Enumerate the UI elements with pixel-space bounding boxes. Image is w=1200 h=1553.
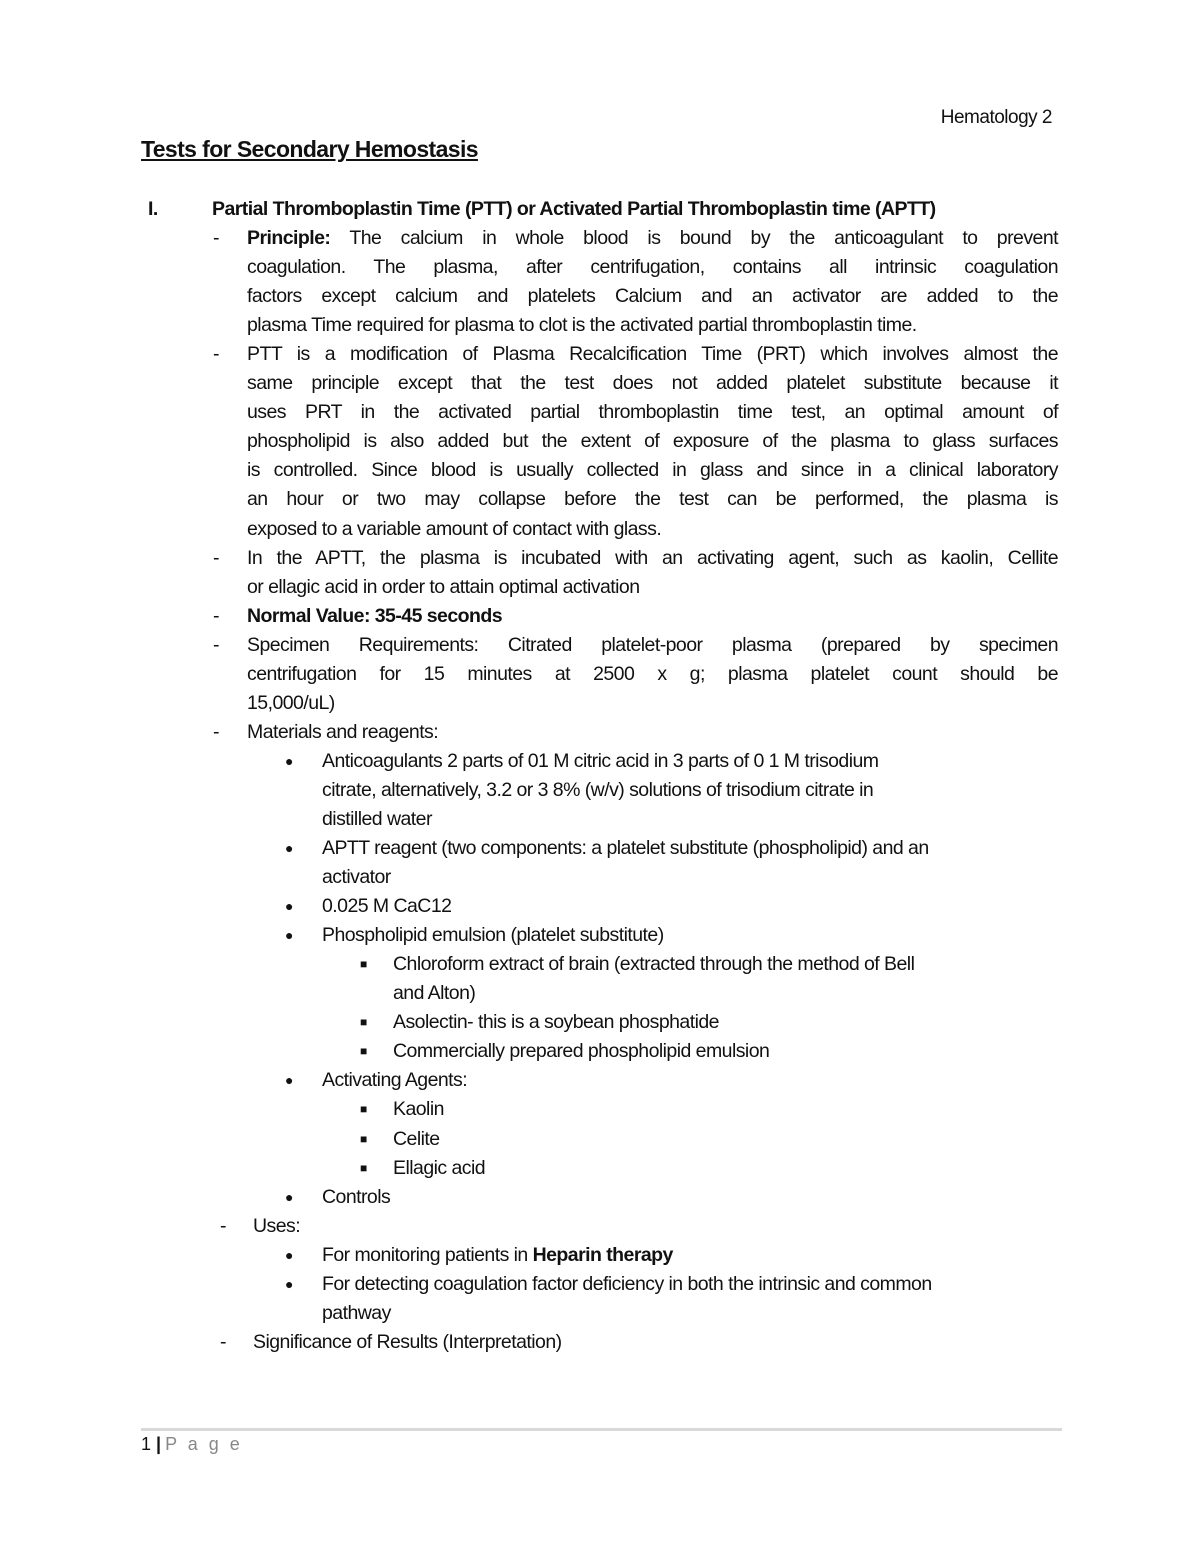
sub-list-item bbox=[0, 1037, 1200, 1066]
list-item-text: Controls bbox=[322, 1185, 391, 1208]
uses-item-text: For monitoring patients in bbox=[322, 1243, 533, 1266]
dash-marker: - bbox=[220, 1330, 226, 1353]
ptt-line bbox=[0, 456, 1200, 485]
list-item-text: For detecting coagulation factor deficiency in both the intrinsic and common bbox=[322, 1272, 932, 1295]
square-bullet-icon: ■ bbox=[360, 1160, 367, 1175]
section-heading-text: Partial Thromboplastin Time (PTT) or Activated Partial Thromboplastin time (APTT) bbox=[212, 198, 936, 220]
running-header: Hematology 2 bbox=[940, 107, 1052, 128]
page-title: Tests for Secondary Hemostasis bbox=[141, 136, 478, 162]
aptt-line bbox=[0, 544, 1200, 573]
dash-marker: - bbox=[213, 720, 219, 743]
ptt-line-text: phospholipid is also added but the extent of exposure of the plasma to glass surfaces bbox=[247, 430, 1058, 453]
square-bullet-icon: ■ bbox=[360, 957, 367, 972]
principle-line-text: factors except calcium and platelets Calcium and an activator are added to the bbox=[247, 285, 1058, 308]
uses-line bbox=[0, 1212, 1200, 1241]
bullet-icon: ● bbox=[285, 1275, 293, 1292]
aptt-line-text: In the APTT, the plasma is incubated with an activating agent, such as kaolin, Cellite bbox=[247, 546, 1058, 569]
ptt-line bbox=[0, 515, 1200, 544]
sub-list-item-text: and Alton) bbox=[393, 982, 476, 1005]
dash-marker: - bbox=[220, 1214, 226, 1237]
ptt-line-text: uses PRT in the activated partial thromboplastin time test, an optimal amount of bbox=[247, 401, 1058, 424]
footer-separator: | bbox=[156, 1434, 162, 1454]
sub-list-item-text: Ellagic acid bbox=[393, 1156, 486, 1179]
normal-value-text: Normal Value: 35-45 seconds bbox=[247, 604, 503, 627]
footer-divider bbox=[141, 1428, 1062, 1431]
square-bullet-icon: ■ bbox=[360, 1131, 367, 1146]
sub-list-item-text: Asolectin- this is a soybean phosphatide bbox=[393, 1011, 719, 1034]
list-item bbox=[0, 747, 1200, 776]
list-item-text bbox=[322, 1241, 673, 1270]
principle-line-text: coagulation. The plasma, after centrifugation, contains all intrinsic coagulation bbox=[247, 256, 1058, 279]
list-item bbox=[0, 805, 1200, 834]
bullet-icon: ● bbox=[285, 840, 293, 857]
bullet-icon: ● bbox=[285, 1072, 293, 1089]
list-item-text: pathway bbox=[322, 1301, 391, 1324]
normal-value-line bbox=[0, 602, 1200, 631]
ptt-line bbox=[0, 398, 1200, 427]
principle-text bbox=[247, 224, 1058, 253]
square-bullet-icon: ■ bbox=[360, 1015, 367, 1030]
ptt-line-text: same principle except that the test does not added platelet substitute because it bbox=[247, 372, 1058, 395]
ptt-line bbox=[0, 340, 1200, 369]
heparin-therapy-bold: Heparin therapy bbox=[532, 1243, 673, 1266]
list-item bbox=[0, 834, 1200, 863]
dash-marker: - bbox=[213, 227, 219, 250]
significance-line bbox=[0, 1328, 1200, 1357]
principle-line-text: plasma Time required for plasma to clot is the activated partial thromboplastin time. bbox=[247, 314, 917, 337]
page-number: 1 bbox=[141, 1434, 152, 1454]
list-item bbox=[0, 863, 1200, 892]
materials-line bbox=[0, 718, 1200, 747]
page-label: P a g e bbox=[165, 1434, 243, 1454]
dash-marker: - bbox=[213, 633, 219, 656]
aptt-line-text: or ellagic acid in order to attain optimal activation bbox=[247, 575, 640, 598]
principle-label: Principle: bbox=[247, 227, 331, 250]
list-item-text: 0.025 M CaC12 bbox=[322, 895, 452, 918]
specimen-line bbox=[0, 689, 1200, 718]
document-body bbox=[0, 195, 1200, 1357]
principle-line-text: The calcium in whole blood is bound by the anticoagulant to prevent bbox=[330, 227, 1058, 250]
list-item bbox=[0, 1270, 1200, 1299]
bullet-icon: ● bbox=[285, 752, 293, 769]
list-item bbox=[0, 1241, 1200, 1270]
sub-list-item bbox=[0, 1125, 1200, 1154]
bullet-icon: ● bbox=[285, 1246, 293, 1263]
list-item-text: activator bbox=[322, 866, 391, 889]
section-marker: I. bbox=[148, 198, 158, 220]
bullet-icon: ● bbox=[285, 898, 293, 915]
square-bullet-icon: ■ bbox=[360, 1044, 367, 1059]
bullet-icon: ● bbox=[285, 927, 293, 944]
uses-label: Uses: bbox=[253, 1214, 301, 1237]
list-item bbox=[0, 1066, 1200, 1095]
list-item-text: Anticoagulants 2 parts of 01 M citric acid in 3 parts of 0 1 M trisodium bbox=[322, 749, 879, 772]
list-item-text: APTT reagent (two components: a platelet substitute (phospholipid) and an bbox=[322, 837, 929, 860]
list-item-text: Activating Agents: bbox=[322, 1069, 468, 1092]
sub-list-item-text: Chloroform extract of brain (extracted through the method of Bell bbox=[393, 953, 915, 976]
list-item bbox=[0, 892, 1200, 921]
dash-marker: - bbox=[213, 546, 219, 569]
list-item-text: citrate, alternatively, 3.2 or 3 8% (w/v) solutions of trisodium citrate in bbox=[322, 778, 874, 801]
list-item-text: distilled water bbox=[322, 807, 432, 830]
ptt-line bbox=[0, 485, 1200, 514]
sub-list-item-text: Celite bbox=[393, 1127, 440, 1150]
principle-line bbox=[0, 311, 1200, 340]
section-heading bbox=[0, 195, 1200, 224]
principle-line bbox=[0, 253, 1200, 282]
sub-list-item bbox=[0, 1154, 1200, 1183]
principle-line bbox=[0, 282, 1200, 311]
square-bullet-icon: ■ bbox=[360, 1102, 367, 1117]
list-item bbox=[0, 1299, 1200, 1328]
significance-text: Significance of Results (Interpretation) bbox=[253, 1330, 562, 1353]
bullet-icon: ● bbox=[285, 1188, 293, 1205]
ptt-line-text: exposed to a variable amount of contact with glass. bbox=[247, 517, 662, 540]
principle-line bbox=[0, 224, 1200, 253]
ptt-line-text: an hour or two may collapse before the test can be performed, the plasma is bbox=[247, 488, 1058, 511]
list-item bbox=[0, 1183, 1200, 1212]
sub-list-item-text: Commercially prepared phospholipid emulsion bbox=[393, 1040, 770, 1063]
list-item-text: Phospholipid emulsion (platelet substitute) bbox=[322, 924, 664, 947]
sub-list-item bbox=[0, 950, 1200, 979]
list-item bbox=[0, 776, 1200, 805]
specimen-line bbox=[0, 631, 1200, 660]
ptt-line-text: PTT is a modification of Plasma Recalcification Time (PRT) which involves almost the bbox=[247, 343, 1058, 366]
sub-list-item bbox=[0, 979, 1200, 1008]
ptt-line bbox=[0, 369, 1200, 398]
materials-label: Materials and reagents: bbox=[247, 720, 439, 743]
ptt-line bbox=[0, 427, 1200, 456]
aptt-line bbox=[0, 573, 1200, 602]
sub-list-item bbox=[0, 1095, 1200, 1124]
sub-list-item-text: Kaolin bbox=[393, 1098, 444, 1121]
specimen-line-text: Specimen Requirements: Citrated platelet-poor plasma (prepared by specimen bbox=[247, 633, 1058, 656]
list-item bbox=[0, 921, 1200, 950]
specimen-line bbox=[0, 660, 1200, 689]
dash-marker: - bbox=[213, 343, 219, 366]
page-footer bbox=[141, 1434, 243, 1455]
dash-marker: - bbox=[213, 604, 219, 627]
sub-list-item bbox=[0, 1008, 1200, 1037]
specimen-line-text: centrifugation for 15 minutes at 2500 x g; plasma platelet count should be bbox=[247, 662, 1058, 685]
specimen-line-text: 15,000/uL) bbox=[247, 691, 335, 714]
ptt-line-text: is controlled. Since blood is usually collected in glass and since in a clinical laboratory bbox=[247, 459, 1058, 482]
